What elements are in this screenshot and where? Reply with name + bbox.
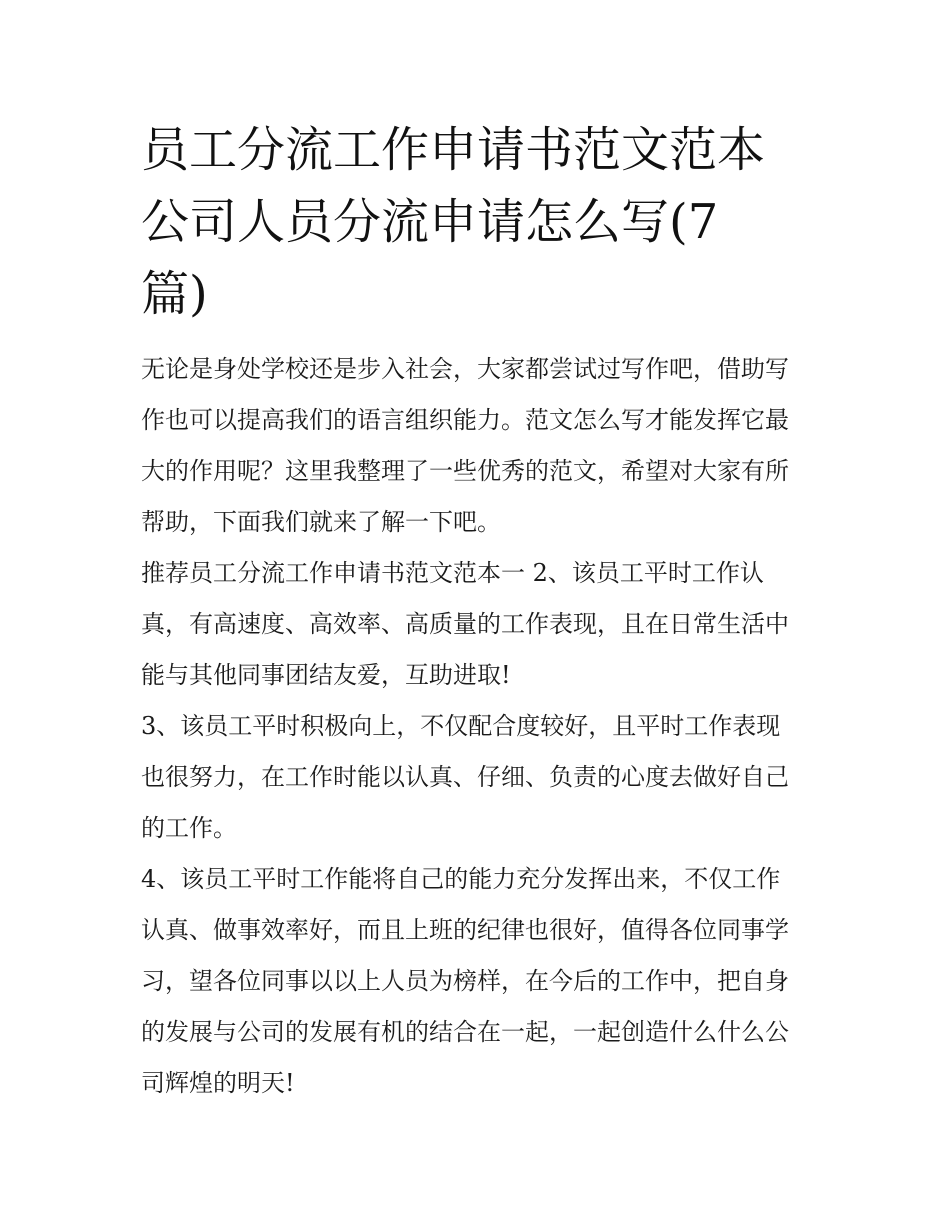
text-line: 作也可以提高我们的语言组织能力。范文怎么写才能发挥它最 xyxy=(141,406,789,434)
text-line: 4、该员工平时工作能将自己的能力充分发挥出来，不仅工作 xyxy=(141,865,781,893)
text-line: 大的作用呢？这里我整理了一些优秀的范文，希望对大家有所 xyxy=(141,457,789,485)
document-body xyxy=(141,344,813,1109)
title-line: 公司人员分流申请怎么写(7 xyxy=(141,194,719,250)
text-line: 的工作。 xyxy=(141,814,237,842)
paragraph-intro xyxy=(141,344,813,548)
text-line: 能与其他同事团结友爱，互助进取! xyxy=(141,661,511,689)
text-line: 的发展与公司的发展有机的结合在一起，一起创造什么什么公 xyxy=(141,1018,789,1046)
text-line: 习，望各位同事以以上人员为榜样，在今后的工作中，把自身 xyxy=(141,967,789,995)
text-line: 推荐员工分流工作申请书范文范本一 2、该员工平时工作认 xyxy=(141,559,764,587)
paragraph-item-2 xyxy=(141,548,813,701)
text-line: 也很努力，在工作时能以认真、仔细、负责的心度去做好自己 xyxy=(141,763,789,791)
paragraph-item-3 xyxy=(141,701,813,854)
text-line: 真，有高速度、高效率、高质量的工作表现，且在日常生活中 xyxy=(141,610,789,638)
paragraph-item-4 xyxy=(141,854,813,1109)
title-line: 员工分流工作申请书范文范本 xyxy=(141,122,766,178)
title-line: 篇) xyxy=(141,266,208,322)
text-line: 司辉煌的明天! xyxy=(141,1069,295,1097)
text-line: 3、该员工平时积极向上，不仅配合度较好，且平时工作表现 xyxy=(141,712,781,740)
document-title xyxy=(141,114,813,330)
document-content xyxy=(141,114,813,1109)
text-line: 帮助，下面我们就来了解一下吧。 xyxy=(141,508,501,536)
text-line: 无论是身处学校还是步入社会，大家都尝试过写作吧，借助写 xyxy=(141,355,789,383)
text-line: 认真、做事效率好，而且上班的纪律也很好，值得各位同事学 xyxy=(141,916,789,944)
